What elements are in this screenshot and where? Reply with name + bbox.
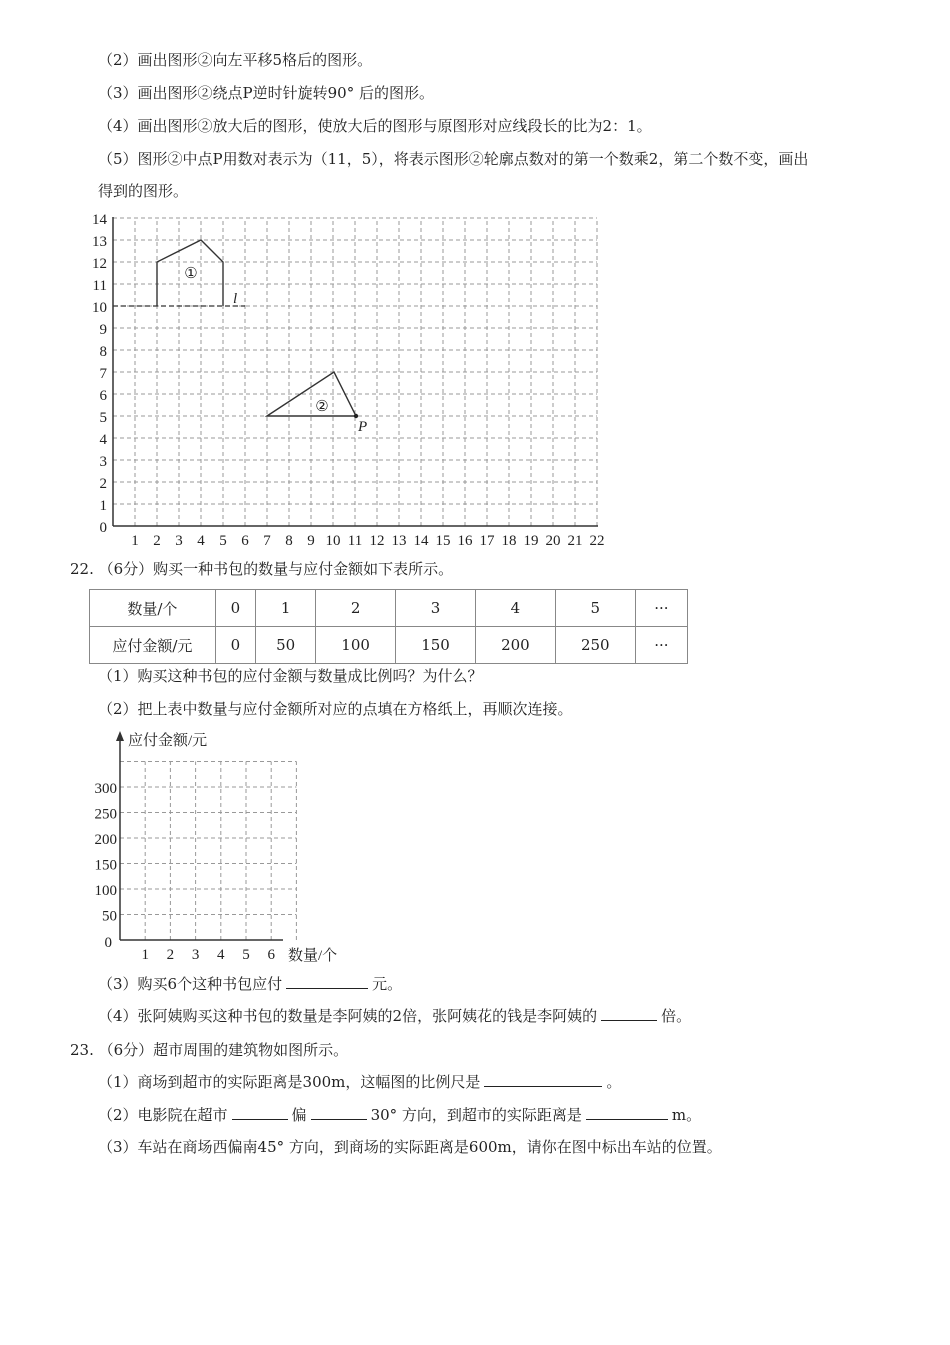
graph-x-tick: 6 xyxy=(267,947,275,963)
q23-item-2 xyxy=(98,1105,701,1125)
graph-y-tick: 150 xyxy=(94,857,117,874)
q21-item-5: （5）图形②中点P用数对表示为（11，5），将表示图形②轮廓点数对的第一个数乘2，第二个数不变，画出 xyxy=(98,150,809,168)
table-cell: 250 xyxy=(555,627,635,664)
q21-item-5-cont: 得到的图形。 xyxy=(98,182,189,200)
graph-y-tick: 300 xyxy=(94,781,117,797)
y-tick-label: 4 xyxy=(99,432,107,448)
graph-x-tick: 1 xyxy=(141,947,149,963)
x-tick-label: 14 xyxy=(413,533,429,549)
x-tick-label: 18 xyxy=(501,533,517,549)
table-cell: 应付金额/元 xyxy=(90,627,216,664)
x-tick-label: 22 xyxy=(589,533,605,549)
y-tick-label: 0 xyxy=(99,520,107,536)
q22-item-3 xyxy=(98,974,402,994)
graph-x-tick: 2 xyxy=(166,947,175,963)
point-p-label: P xyxy=(358,419,368,435)
x-tick-label: 21 xyxy=(567,533,583,549)
table-cell: 0 xyxy=(215,627,255,664)
table-cell: 100 xyxy=(316,627,396,664)
q22-item-4-text: （4）张阿姨购买这种书包的数量是李阿姨的2倍，张阿姨花的钱是李阿姨的 xyxy=(98,1007,598,1025)
table-cell: 2 xyxy=(316,590,396,627)
y-tick-label: 11 xyxy=(92,278,107,294)
graph-x-tick: 3 xyxy=(191,947,200,963)
x-tick-label: 11 xyxy=(347,533,363,549)
table-cell: ··· xyxy=(635,627,687,664)
table-cell: 数量/个 xyxy=(90,590,216,627)
q23-item-1-end: 。 xyxy=(606,1073,622,1091)
q22-item-3-text: （3）购买6个这种书包应付 xyxy=(98,975,283,993)
graph-y-tick: 200 xyxy=(94,832,117,848)
q21-item-3: （3）画出图形②绕点P逆时针旋转90° 后的图形。 xyxy=(98,84,434,102)
answer-blank[interactable] xyxy=(601,1006,657,1021)
q22-title: 22. （6分）购买一种书包的数量与应付金额如下表所示。 xyxy=(70,560,454,578)
q23-item-1-text: （1）商场到超市的实际距离是300m，这幅图的比例尺是 xyxy=(98,1073,481,1091)
y-tick-label: 8 xyxy=(99,344,107,360)
line-l-label: l xyxy=(233,291,238,307)
q23-item-2-text-d: m。 xyxy=(671,1106,702,1124)
answer-blank[interactable] xyxy=(484,1072,602,1087)
x-tick-label: 3 xyxy=(175,533,183,549)
q21-item-2: （2）画出图形②向左平移5格后的图形。 xyxy=(98,51,373,69)
graph-y-tick: 100 xyxy=(94,883,117,899)
table-cell: 0 xyxy=(215,590,255,627)
graph-grid-lines xyxy=(120,762,296,941)
q22-item-1: （1）购买这种书包的应付金额与数量成比例吗？为什么？ xyxy=(98,667,483,685)
x-tick-label: 9 xyxy=(307,533,315,549)
x-tick-label: 12 xyxy=(369,533,385,549)
q21-item-4: （4）画出图形②放大后的图形，使放大后的图形与原图形对应线段长的比为2：1。 xyxy=(98,117,652,135)
x-tick-label: 5 xyxy=(219,533,227,549)
answer-blank[interactable] xyxy=(586,1105,668,1120)
x-tick-label: 6 xyxy=(241,533,249,549)
table-cell: ··· xyxy=(635,590,687,627)
y-tick-label: 3 xyxy=(99,454,107,470)
y-tick-label: 13 xyxy=(92,234,107,250)
shape-2-label: ② xyxy=(315,399,329,415)
q22-item-2: （2）把上表中数量与应付金额所对应的点填在方格纸上，再顺次连接。 xyxy=(98,700,573,718)
q23-item-2-text-a: （2）电影院在超市 xyxy=(98,1106,228,1124)
y-tick-label: 9 xyxy=(99,322,107,338)
y-tick-label: 12 xyxy=(92,256,107,272)
graph-origin: 0 xyxy=(104,935,112,951)
q23-title: 23. （6分）超市周围的建筑物如图所示。 xyxy=(70,1041,349,1059)
graph-y-tick: 250 xyxy=(94,806,117,823)
y-tick-label: 5 xyxy=(99,410,107,426)
graph-x-tick: 4 xyxy=(217,947,225,963)
q23-item-2-text-c: 30° 方向，到超市的实际距离是 xyxy=(370,1106,582,1124)
q22-item-4-unit: 倍。 xyxy=(661,1007,692,1025)
table-cell: 4 xyxy=(475,590,555,627)
graph-x-label: 数量/个 xyxy=(288,948,338,964)
graph-y-label: 应付金额/元 xyxy=(128,733,208,749)
q22-item-4 xyxy=(98,1006,691,1026)
shape-1-label: ① xyxy=(184,266,198,282)
x-tick-label: 15 xyxy=(435,533,451,549)
q23-item-2-text-b: 偏 xyxy=(291,1106,307,1124)
y-tick-label: 6 xyxy=(99,388,107,404)
table-cell: 50 xyxy=(256,627,316,664)
x-tick-label: 4 xyxy=(197,533,205,549)
answer-blank[interactable] xyxy=(232,1105,288,1120)
x-tick-label: 19 xyxy=(523,533,539,549)
q23-item-1 xyxy=(98,1072,621,1092)
graph-y-tick: 50 xyxy=(102,908,117,925)
y-tick-label: 2 xyxy=(99,476,107,492)
y-tick-label: 7 xyxy=(99,366,107,382)
x-tick-label: 1 xyxy=(131,533,139,549)
x-tick-label: 8 xyxy=(285,533,293,549)
q22-item-3-unit: 元。 xyxy=(372,975,403,993)
y-tick-label: 10 xyxy=(92,300,107,316)
x-tick-label: 13 xyxy=(391,533,407,549)
y-tick-label: 14 xyxy=(92,212,107,228)
x-tick-label: 17 xyxy=(479,533,495,549)
q23-item-3: （3）车站在商场西偏南45° 方向，到商场的实际距离是600m，请你在图中标出车站的位置。 xyxy=(98,1138,722,1156)
x-tick-label: 10 xyxy=(325,533,341,549)
x-tick-label: 2 xyxy=(153,533,161,549)
graph-y-ticks xyxy=(95,781,118,925)
table-cell: 5 xyxy=(555,590,635,627)
x-tick-label: 16 xyxy=(457,533,473,549)
y-axis-arrow xyxy=(116,731,124,741)
answer-blank[interactable] xyxy=(286,974,368,989)
table-cell: 200 xyxy=(475,627,555,664)
graph-x-ticks xyxy=(141,947,275,963)
x-tick-label: 7 xyxy=(263,533,271,549)
graph-x-tick: 5 xyxy=(242,947,250,963)
y-tick-label: 1 xyxy=(99,498,107,514)
x-tick-label: 20 xyxy=(545,533,561,549)
table-cell: 3 xyxy=(396,590,476,627)
answer-blank[interactable] xyxy=(311,1105,367,1120)
table-cell: 1 xyxy=(256,590,316,627)
table-cell: 150 xyxy=(396,627,476,664)
